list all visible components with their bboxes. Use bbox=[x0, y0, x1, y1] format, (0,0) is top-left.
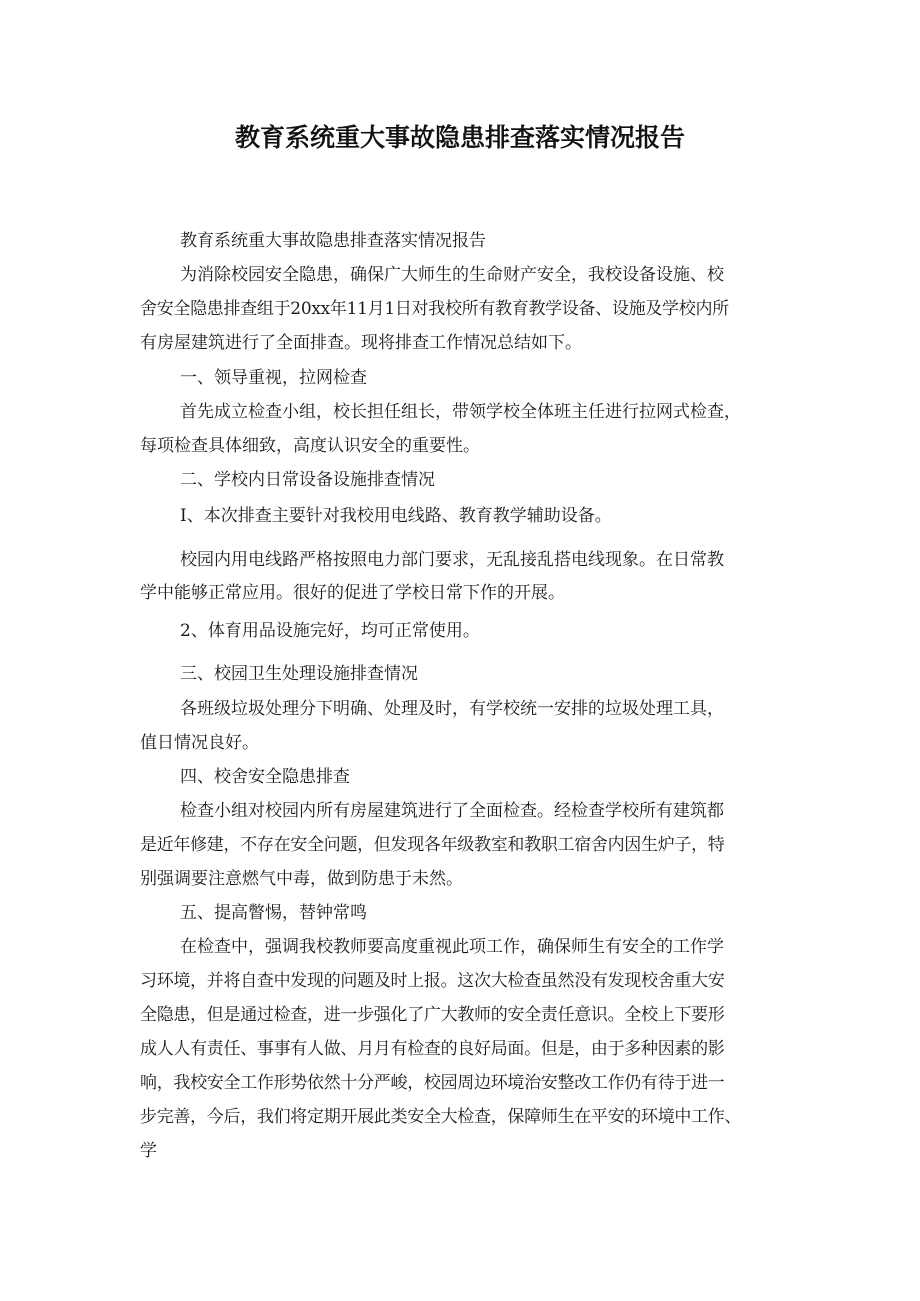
body-line: 步完善，今后，我们将定期开展此类安全大检查，保障师生在平安的环境中工作、 bbox=[140, 1107, 742, 1127]
body-line: 在检查中，强调我校教师要高度重视此项工作，确保师生有安全的工作学 bbox=[180, 937, 724, 957]
body-line: 各班级垃圾处理分下明确、处理及时，有学校统一安排的垃圾处理工具， bbox=[180, 699, 724, 719]
body-line: 全隐患，但是通过检查，进一步强化了广大教师的安全责任意识。全校上下要形 bbox=[140, 1005, 725, 1025]
body-line: 首先成立检查小组，校长担任组长，带领学校全体班主任进行拉网式检查， bbox=[180, 402, 741, 422]
body-line: 检查小组对校园内所有房屋建筑进行了全面检查。经检查学校所有建筑都 bbox=[180, 801, 724, 821]
body-line: 是近年修建，不存在安全问题，但发现各年级教室和教职工宿舍内因生炉子，特 bbox=[140, 835, 725, 855]
body-line: 每项检查具体细致，高度认识安全的重要性。 bbox=[140, 436, 480, 456]
body-line: 响，我校安全工作形势依然十分严峻，校园周边环境治安整改工作仍有待于进一 bbox=[140, 1073, 725, 1093]
body-line: 校园内用电线路严格按照电力部门要求，无乱接乱搭电线现象。在日常教 bbox=[180, 550, 724, 570]
body-line: 别强调要注意燃气中毒，做到防患于未然。 bbox=[140, 869, 463, 889]
body-line: 成人人有责任、事事有人做、月月有检查的良好局面。但是，由于多种因素的影 bbox=[140, 1039, 725, 1059]
section-heading-1: 一、领导重视，拉网检查 bbox=[180, 368, 367, 388]
section-heading-5: 五、提高瞥惕，替钟常鸣 bbox=[180, 903, 367, 923]
body-line: 学中能够正常应用。很好的促进了学校日常下作的开展。 bbox=[140, 583, 565, 603]
section-heading-4: 四、校舍安全隐患排查 bbox=[180, 767, 350, 787]
section-heading-3: 三、校园卫生处理设施排查情况 bbox=[180, 664, 418, 684]
body-line: 为消除校园安全隐患，确保广大师生的生命财产安全，我校设备设施、校 bbox=[180, 265, 724, 285]
body-line: 舍安全隐患排查组于20xx年11月1日对我校所有教育教学设备、设施及学校内所 bbox=[140, 299, 729, 319]
body-line-subtitle: 教育系统重大事故隐患排查落实情况报告 bbox=[180, 231, 486, 251]
body-line: 值日情况良好。 bbox=[140, 733, 259, 753]
document-title: 教育系统重大事故隐患排查落实情况报告 bbox=[234, 123, 685, 152]
list-item-2: 2、体育用品设施完好，均可正常使用。 bbox=[180, 621, 480, 641]
body-line: 有房屋建筑进行了全面排查。现将排查工作情况总结如下。 bbox=[140, 333, 582, 353]
body-line: 习环境，并将自查中发现的问题及时上报。这次大检查虽然没有发现校舍重大安 bbox=[140, 971, 725, 991]
section-heading-2: 二、学校内日常设备设施排查情况 bbox=[180, 470, 435, 490]
body-line: 学 bbox=[140, 1141, 157, 1161]
list-item-1: I、本次排查主要针对我校用电线路、教育教学辅助设备。 bbox=[180, 506, 612, 526]
